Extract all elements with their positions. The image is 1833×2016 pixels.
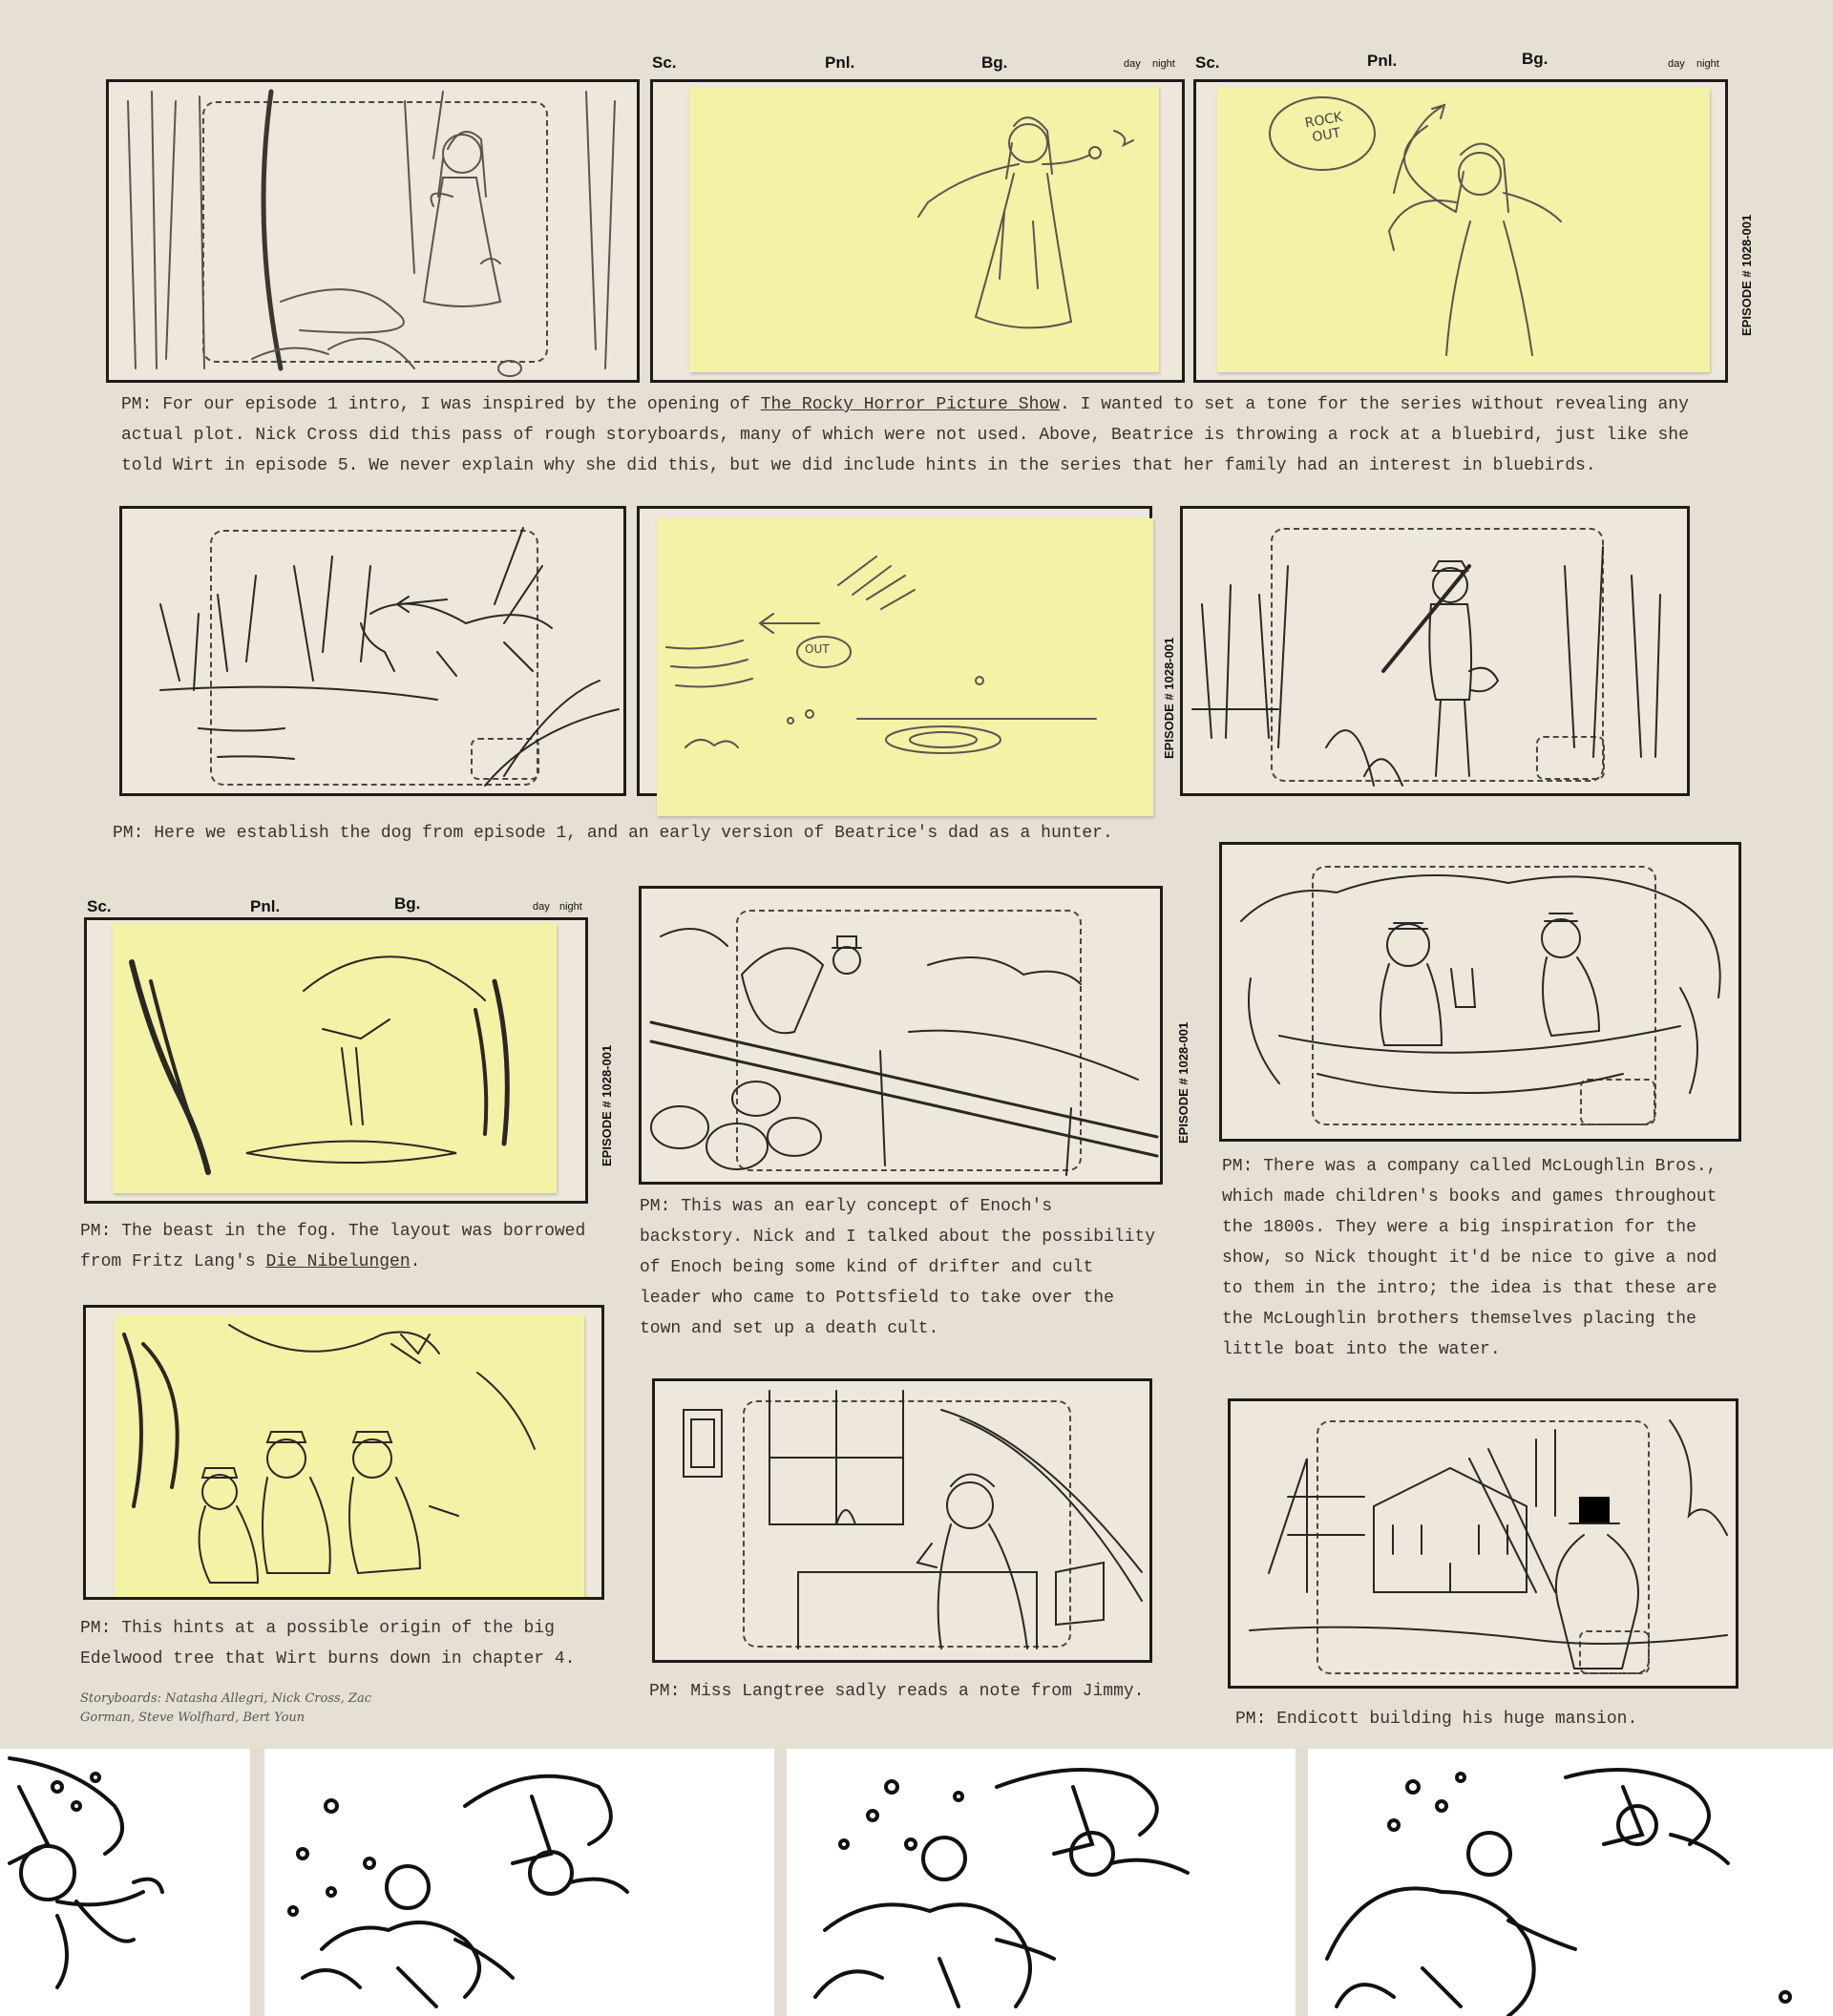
sketch-strip-4 <box>1308 1749 1833 2016</box>
enoch-sketch <box>642 889 1163 1185</box>
caption-beast <box>80 1216 605 1277</box>
caption-beast-title: Die Nibelungen <box>265 1252 411 1271</box>
caption-mcloughlin: PM: There was a company called McLoughlin Bros., which made children's books and games throughout the 1800s. They were a big inspiration for the show, so Nick thought it'd be nice to give a nod to them in the intro; the idea is that these are the McLoughlin brothers themselves placing the little boat into the water. <box>1222 1157 1717 1359</box>
endicott-sketch <box>1231 1401 1738 1689</box>
sticky-note <box>689 88 1159 372</box>
episode-label: EPISODE # 1028-001 <box>1162 637 1176 759</box>
caption-intro-title: The Rocky Horror Picture Show <box>760 395 1060 414</box>
forest-sketch <box>109 82 640 383</box>
caption-intro-before: PM: For our episode 1 intro, I was inspired by the opening of <box>121 395 761 414</box>
storyboard-panel-mcloughlin <box>1219 842 1741 1142</box>
caption-beast-after: . <box>410 1252 421 1271</box>
header-pnl: Pnl. <box>825 53 855 72</box>
episode-label: EPISODE # 1028-001 <box>600 1044 614 1166</box>
header-sc: Sc. <box>1195 53 1220 72</box>
edelwood-sketch <box>115 1315 584 1600</box>
caption-enoch: PM: This was an early concept of Enoch's backstory. Nick and I talked about the possibility of Enoch being some kind of drifter and cult leader who came to Pottsfield to take over the town and set up a death cult. <box>640 1197 1156 1338</box>
header-bg: Bg. <box>1522 50 1549 68</box>
storyboard-panel-dog <box>119 506 626 796</box>
pond-ripple-sketch <box>657 518 1153 816</box>
episode-label: EPISODE # 1028-001 <box>1739 214 1754 336</box>
episode-label: EPISODE # 1028-001 <box>1176 1021 1190 1144</box>
storyboard-panel-endicott <box>1228 1398 1738 1689</box>
hunter-sketch <box>1183 509 1690 796</box>
sticky-note <box>113 924 557 1193</box>
caption-dog: PM: Here we establish the dog from episode 1, and an early version of Beatrice's dad as a hunter. <box>113 824 1113 843</box>
header-night: night <box>1696 58 1719 70</box>
caption-intro-after: . I wanted to set a tone for the series without revealing any actual plot. Nick Cross did this pass of rough storyboards, many of which were not used. Above, Beatrice is throwing a rock at a bluebird, just like she told Wirt in episode 5. We never explain why she did this, but we did include hints in the series that her family had an interest in bluebirds. <box>121 395 1689 475</box>
wirt-greg-falling-sketch-1 <box>264 1749 774 2016</box>
wirt-greg-falling-sketch-2 <box>787 1749 1296 2016</box>
sticky-note <box>657 518 1153 816</box>
storyboard-panel-beatrice-rock <box>650 79 1185 383</box>
dog-sketch <box>122 509 626 796</box>
header-pnl: Pnl. <box>1367 52 1398 70</box>
storyboard-panel-edelwood <box>83 1305 604 1600</box>
header-sc: Sc. <box>87 897 112 915</box>
storyboard-panel-enoch <box>639 886 1163 1185</box>
wirt-greg-falling-sketch-3 <box>1308 1749 1833 2016</box>
caption-intro <box>121 389 1725 481</box>
header-pnl: Pnl. <box>250 897 281 915</box>
caption-beast-before: PM: The beast in the fog. The layout was borrowed from Fritz Lang's <box>80 1222 586 1271</box>
rock-out-label: ROCK OUT <box>1303 109 1344 146</box>
header-day: day <box>533 901 550 913</box>
beast-fog-sketch <box>113 924 557 1193</box>
header-day: day <box>1124 58 1141 70</box>
out-label: OUT <box>805 642 830 656</box>
caption-endicott: PM: Endicott building his huge mansion. <box>1235 1710 1638 1729</box>
sketch-strip-1 <box>0 1749 250 2016</box>
header-bg: Bg. <box>981 53 1008 72</box>
sketch-strip-2 <box>264 1749 774 2016</box>
wirt-falling-sketch <box>0 1749 250 2016</box>
header-night: night <box>1152 58 1175 70</box>
header-bg: Bg. <box>394 894 421 913</box>
storyboard-panel-langtree <box>652 1378 1152 1663</box>
storyboard-panel-pond <box>637 506 1152 796</box>
caption-langtree: PM: Miss Langtree sadly reads a note from Jimmy. <box>649 1682 1145 1701</box>
mcloughlin-sketch <box>1222 845 1741 1142</box>
caption-edelwood: PM: This hints at a possible origin of the big Edelwood tree that Wirt burns down in chapter 4. <box>80 1619 576 1669</box>
header-night: night <box>559 901 582 913</box>
sticky-note <box>115 1315 584 1600</box>
langtree-sketch <box>655 1381 1152 1663</box>
storyboard-panel-beatrice-rock-out <box>1193 79 1728 383</box>
storyboard-panel-beast-fog <box>84 917 588 1204</box>
storyboard-panel-beatrice-forest <box>106 79 640 383</box>
beatrice-throw-sketch <box>689 88 1159 372</box>
header-day: day <box>1668 58 1685 70</box>
sticky-note <box>1217 88 1710 372</box>
storyboard-credits: Storyboards: Natasha Allegri, Nick Cross, Zac Gorman, Steve Wolfhard, Bert Youn <box>80 1691 371 1725</box>
sketch-strip-3 <box>787 1749 1296 2016</box>
storyboard-panel-hunter <box>1180 506 1690 796</box>
header-sc: Sc. <box>652 53 677 72</box>
